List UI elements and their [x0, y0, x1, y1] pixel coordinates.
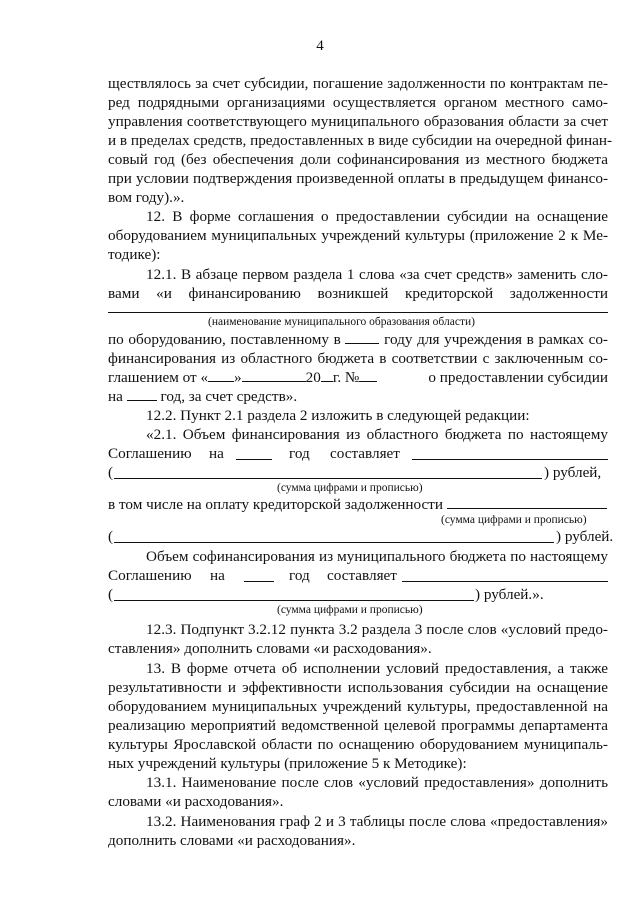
text-line: реализацию мероприятий ведомственной целевой программы департамента — [108, 717, 608, 734]
blank-field — [447, 496, 607, 509]
text-line: и в пределах средств, предоставленных в виде субсидии на очередной финан- — [108, 132, 613, 149]
text-line: результативности и эффективности использования субсидии на оснащение — [108, 679, 608, 696]
blank-field — [127, 388, 157, 401]
blank-field — [114, 466, 542, 479]
text-line: 13.2. Наименования граф 2 и 3 таблицы после слова «предоставления» — [146, 813, 608, 830]
blank-field — [402, 569, 608, 582]
field-caption: (наименование муниципального образования области) — [208, 316, 475, 328]
text-line: на год, за счет средств». — [108, 388, 298, 405]
text-line: 12.1. В абзаце первом раздела 1 слова «за счет средств» заменить сло- — [146, 266, 608, 283]
blank-field — [114, 530, 554, 543]
text-line: глашением от « » 20 г. № о предоставлении субсидии — [108, 369, 608, 386]
field-caption: (сумма цифрами и прописью) — [441, 514, 587, 526]
text-line: оборудованием муниципальных учреждений культуры (приложение 2 к Ме- — [108, 227, 608, 244]
blank-field — [345, 331, 379, 344]
field-caption: (сумма цифрами и прописью) — [277, 482, 423, 494]
text-line: 12.2. Пункт 2.1 раздела 2 изложить в следующей редакции: — [146, 407, 530, 424]
document-page: 4 ществлялось за счет субсидии, погашение задолженности по контрактам пе- ред подрядными организациями осуществляется органом местного само- управления соответствующего муниципального образования области за счет и в пределах средств, предоставленных в виде субсидии на очередной финан- совый год (без обеспечения доли софинансирования из местного бюджета при условии подтверждения произведенной оплаты в предыдущем финансо- вом году).». 12. В форме соглашения о предоставлении субсидии на оснащение оборудованием муниципальных учреждений культуры (приложение 2 к Ме- тодике): 12.1. В абзаце первом раздела 1 слова «за счет средств» заменить сло- вами «и финансированию возникшей кредиторской задолженности (наименование муниципального образования области) по оборудованию, поставленному в году для учреждения в рамках со- финансирования из областного бюджета в соответствии с заключенным со- глашением от « » 20 г. № о предоставлении субсидии на год, за счет средств». 12.2. Пункт 2.1 раздела 2 изложить в следующей редакции: «2.1. Объем финансирования из областного бюджета по настоящему Соглашению на год составляет ( ) рублей, (сумма цифрами и прописью) в том числе на оплату кредиторской задолженности (сумма цифрами и прописью) ( ) рублей. Объем софинансирования из муниципального бюджета по настоящему Соглашению на год составляет ( ) рублей.». (сумма цифрами и прописью) 12.3. Подпункт 3.2.12 пункта 3.2 раздела 3 после слов «условий предо- ставления» дополнить словами «и расходования». 13. В форме отчета об исполнении условий предоставления, а также результативности и эффективности использования субсидии на оснащение оборудованием муниципальных учреждений культуры, предоставленной на реализацию мероприятий ведомственной целевой программы департамента культуры Ярославской области по оснащению оборудованием муниципаль- ных учреждений культуры (приложение 5 к Методике): 13.1. Наименование после слов «условий предоставления» дополнить словами «и расходования». 13.2. Наименования граф 2 и 3 таблицы после слова «предоставления» дополнить словами «и расходования». — [0, 0, 640, 905]
text-line: 13. В форме отчета об исполнении условий предоставления, а также — [146, 660, 608, 677]
text-line: ных учреждений культуры (приложение 5 к Методике): — [108, 755, 467, 772]
text-line: дополнить словами «и расходования». — [108, 832, 356, 849]
text-line: финансирования из областного бюджета в соответствии с заключенным со- — [108, 350, 608, 367]
text-line: вами «и финансированию возникшей кредиторской задолженности — [108, 285, 608, 302]
text-line: ред подрядными организациями осуществляется органом местного само- — [108, 94, 608, 111]
text-line: по оборудованию, поставленному в году для учреждения в рамках со- — [108, 331, 608, 348]
text-line: «2.1. Объем финансирования из областного бюджета по настоящему — [146, 426, 608, 443]
blank-field — [208, 369, 234, 382]
text-line: 12.3. Подпункт 3.2.12 пункта 3.2 раздела 3 после слов «условий предо- — [146, 621, 608, 638]
text-line: оборудованием муниципальных учреждений культуры, предоставленной на — [108, 698, 608, 715]
blank-field — [236, 447, 272, 460]
blank-field — [114, 588, 474, 601]
text-line: тодике): — [108, 246, 161, 263]
text-line: Объем софинансирования из муниципального бюджета по настоящему — [146, 548, 608, 565]
page-number: 4 — [316, 38, 324, 54]
fill-line — [108, 312, 608, 313]
text-line: совый год (без обеспечения доли софинансирования из местного бюджета — [108, 151, 608, 168]
text-line: ществлялось за счет субсидии, погашение задолженности по контрактам пе- — [108, 75, 608, 92]
text-line: 12. В форме соглашения о предоставлении субсидии на оснащение — [146, 208, 608, 225]
text-line: в том числе на оплату кредиторской задолженности — [108, 496, 608, 514]
text-line: ставления» дополнить словами «и расходования». — [108, 640, 432, 657]
blank-field — [242, 369, 306, 382]
text-line: словами «и расходования». — [108, 793, 284, 810]
text-line: культуры Ярославской области по оснащению оборудованием муниципаль- — [108, 736, 608, 753]
field-caption: (сумма цифрами и прописью) — [277, 604, 423, 616]
blank-field — [412, 447, 608, 460]
text-line: управления соответствующего муниципального образования области за счет — [108, 113, 608, 130]
blank-field — [244, 569, 274, 582]
text-line: при условии подтверждения произведенной оплаты в предыдущем финансо- — [108, 170, 608, 187]
blank-field — [321, 369, 333, 382]
text-line: вом году).». — [108, 189, 185, 206]
blank-field — [359, 369, 377, 382]
text-line: 13.1. Наименование после слов «условий предоставления» дополнить — [146, 774, 608, 791]
